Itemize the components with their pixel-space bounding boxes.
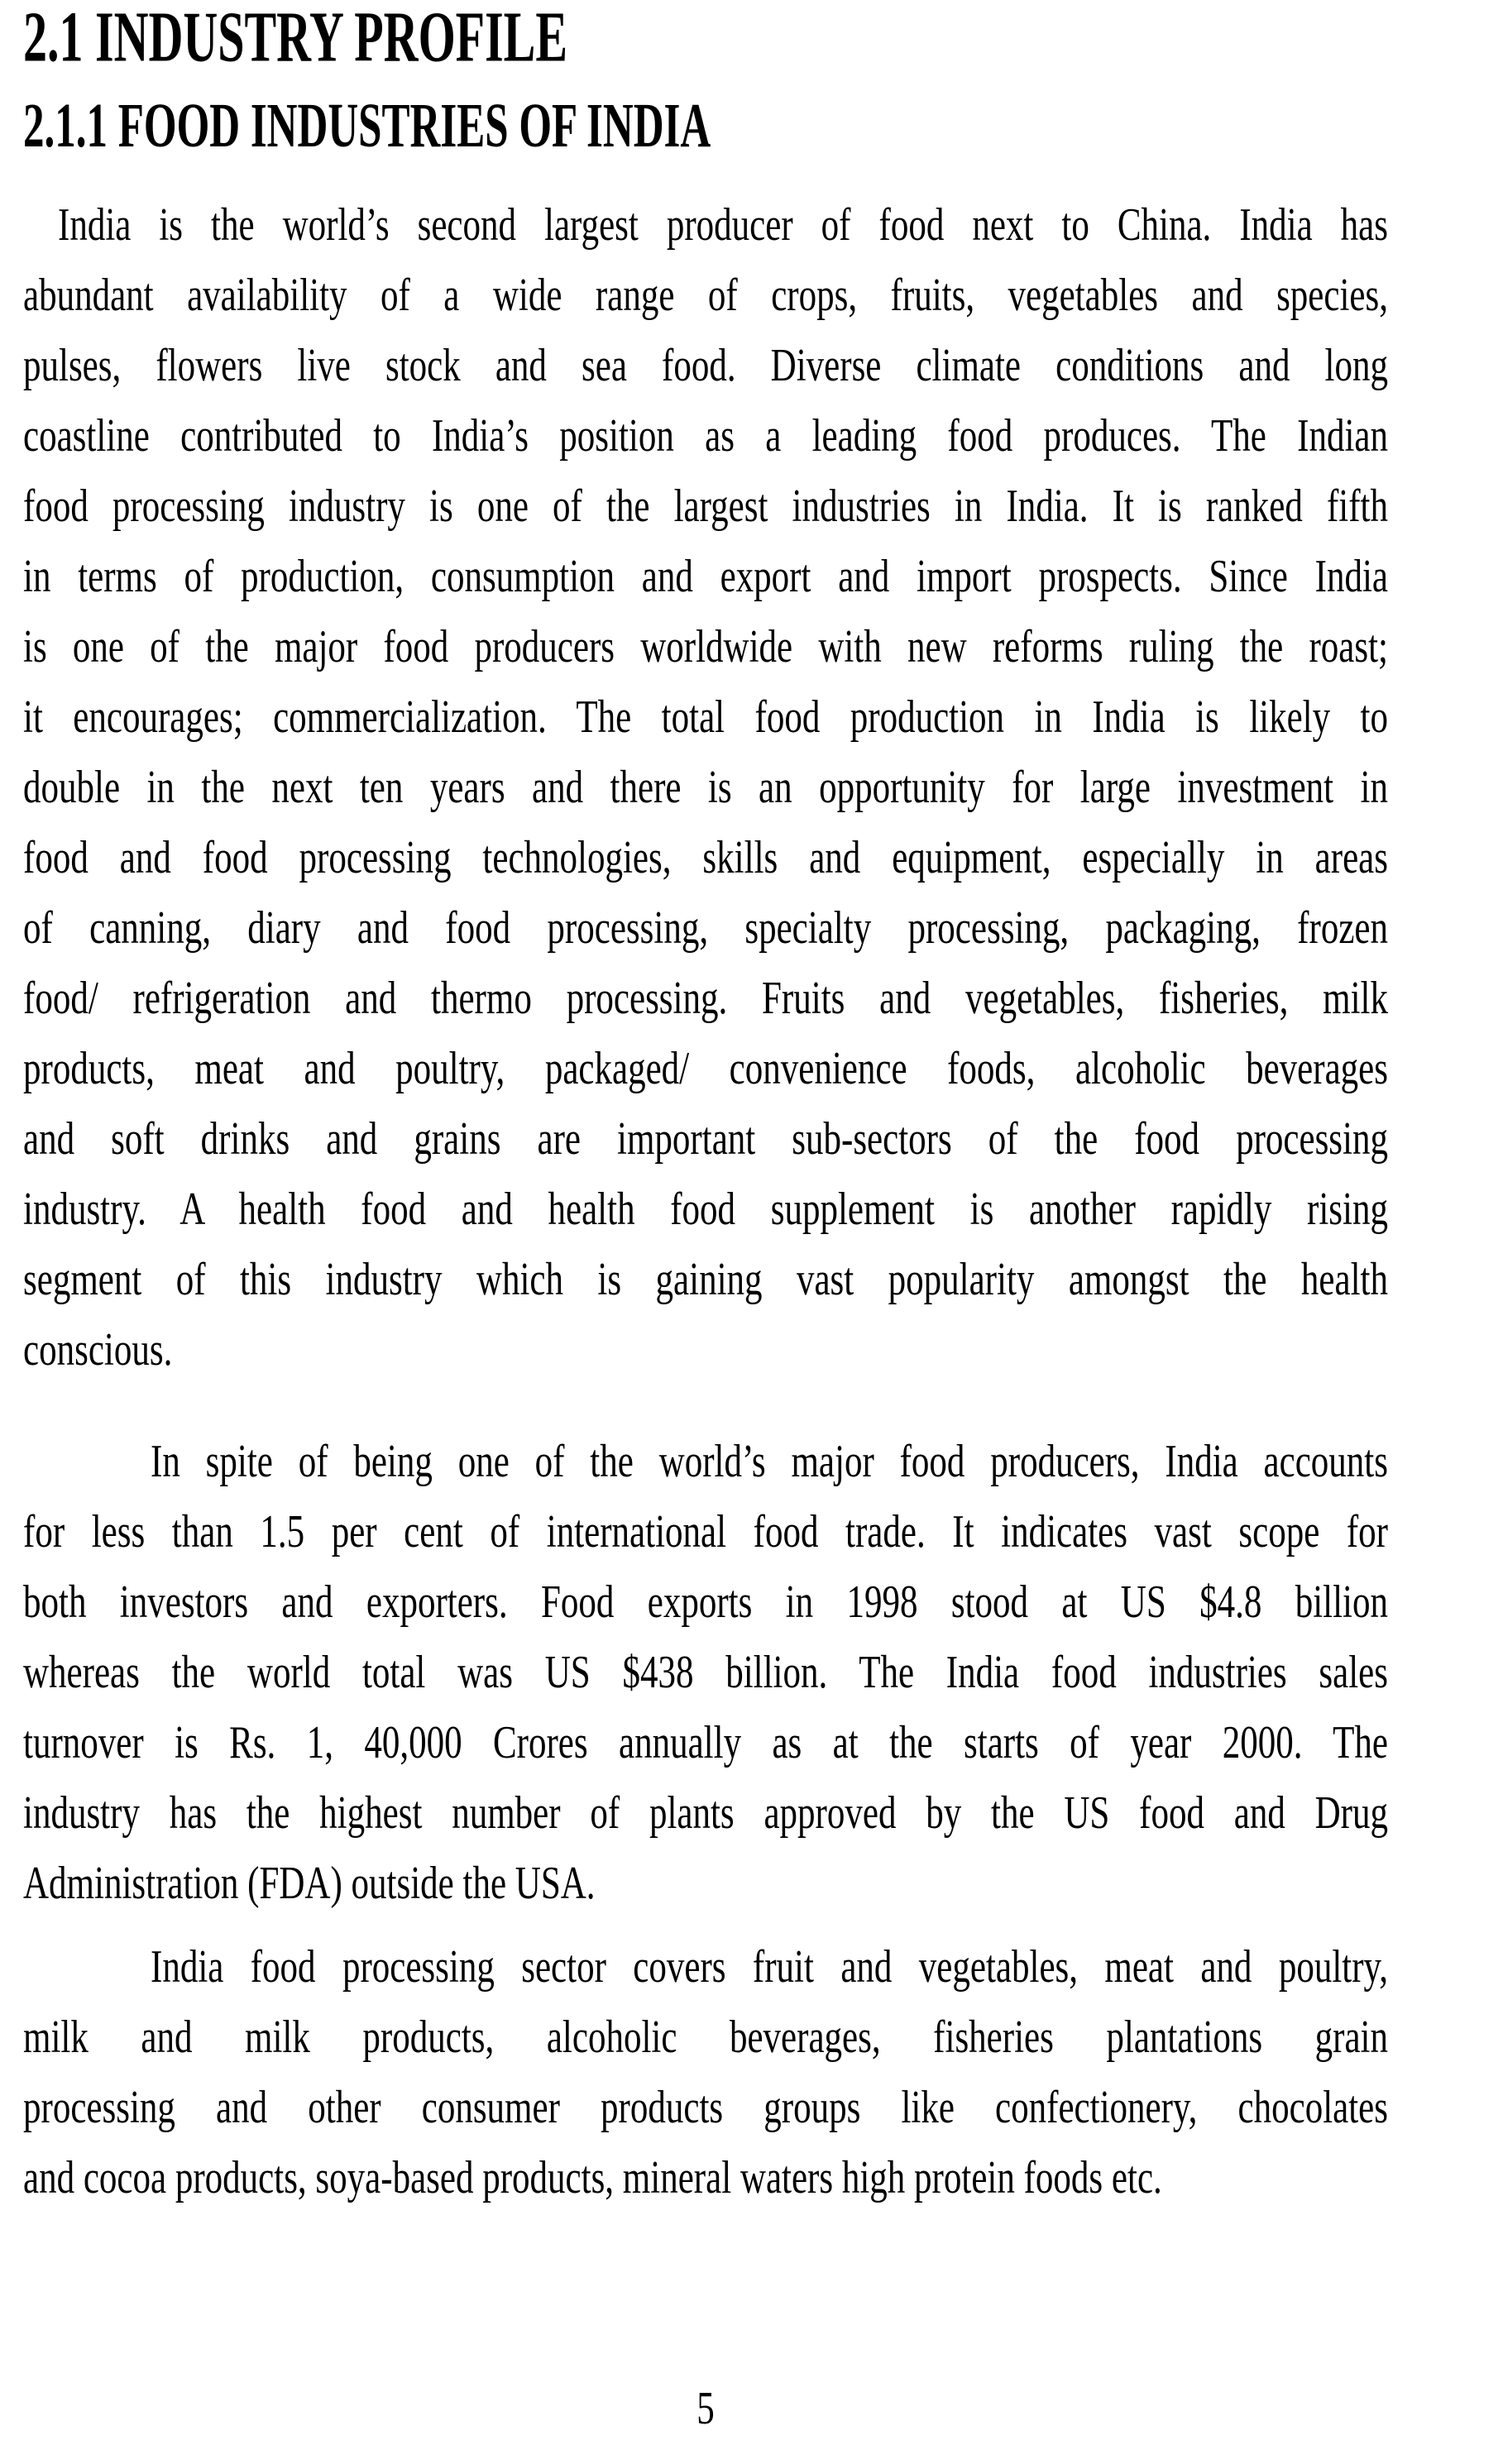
text-line: milk and milk products, alcoholic beverages, fisheries plantations grain — [23, 2012, 1388, 2064]
text-line: in terms of production, consumption and export and import prospects. Since India — [23, 551, 1388, 603]
text-line: industry. A health food and health food supplement is another rapidly rising — [23, 1184, 1388, 1236]
text-line: processing and other consumer products groups like confectionery, chocolates — [23, 2082, 1388, 2134]
text-line: products, meat and poultry, packaged/ convenience foods, alcoholic beverages — [23, 1043, 1388, 1095]
text-line: is one of the major food producers worldwide with new reforms ruling the roast; — [23, 621, 1388, 673]
text-line: for less than 1.5 per cent of international food trade. It indicates vast scope for — [23, 1506, 1388, 1558]
text-line: food/ refrigeration and thermo processing. Fruits and vegetables, fisheries, milk — [23, 973, 1388, 1025]
text-line: coastline contributed to India’s position as a leading food produces. The Indian — [23, 410, 1388, 462]
text-line: of canning, diary and food processing, specialty processing, packaging, frozen — [23, 902, 1388, 955]
section-heading-industry-profile: 2.1 INDUSTRY PROFILE — [23, 0, 568, 77]
text-line: double in the next ten years and there is an opportunity for large investment in — [23, 762, 1388, 814]
text-line: industry has the highest number of plants approved by the US food and Drug — [23, 1787, 1388, 1840]
text-line: whereas the world total was US $438 billion. The India food industries sales — [23, 1647, 1388, 1699]
text-line: and cocoa products, soya-based products, mineral waters high protein foods etc. — [23, 2152, 1162, 2204]
text-line: both investors and exporters. Food exports in 1998 stood at US $4.8 billion — [23, 1576, 1388, 1629]
document-page — [23, 0, 1388, 2213]
text-line: In spite of being one of the world’s major food producers, India accounts — [151, 1436, 1388, 1488]
text-line: food processing industry is one of the largest industries in India. It is ranked fifth — [23, 481, 1388, 533]
page-number: 5 — [696, 2383, 715, 2435]
text-line: conscious. — [23, 1324, 173, 1376]
text-line: India food processing sector covers fruit and vegetables, meat and poultry, — [151, 1941, 1388, 1993]
text-line: and soft drinks and grains are important sub-sectors of the food processing — [23, 1113, 1388, 1165]
subsection-heading-food-industries-of-india: 2.1.1 FOOD INDUSTRIES OF INDIA — [23, 92, 711, 161]
text-line: segment of this industry which is gaining vast popularity amongst the health — [23, 1254, 1388, 1306]
text-line: Administration (FDA) outside the USA. — [23, 1858, 596, 1910]
text-line: food and food processing technologies, skills and equipment, especially in areas — [23, 832, 1388, 884]
text-line: India is the world’s second largest producer of food next to China. India has — [58, 199, 1388, 251]
paragraph-food-trade-statistics — [23, 1427, 1388, 1919]
paragraph-food-industry-overview — [23, 190, 1388, 1385]
text-line: turnover is Rs. 1, 40,000 Crores annually as at the starts of year 2000. The — [23, 1717, 1388, 1769]
text-line: it encourages; commercialization. The total food production in India is likely to — [23, 691, 1388, 744]
text-line: abundant availability of a wide range of crops, fruits, vegetables and species, — [23, 270, 1388, 322]
text-line: pulses, flowers live stock and sea food. Diverse climate conditions and long — [23, 340, 1388, 392]
paragraph-food-processing-sectors — [23, 1932, 1388, 2213]
